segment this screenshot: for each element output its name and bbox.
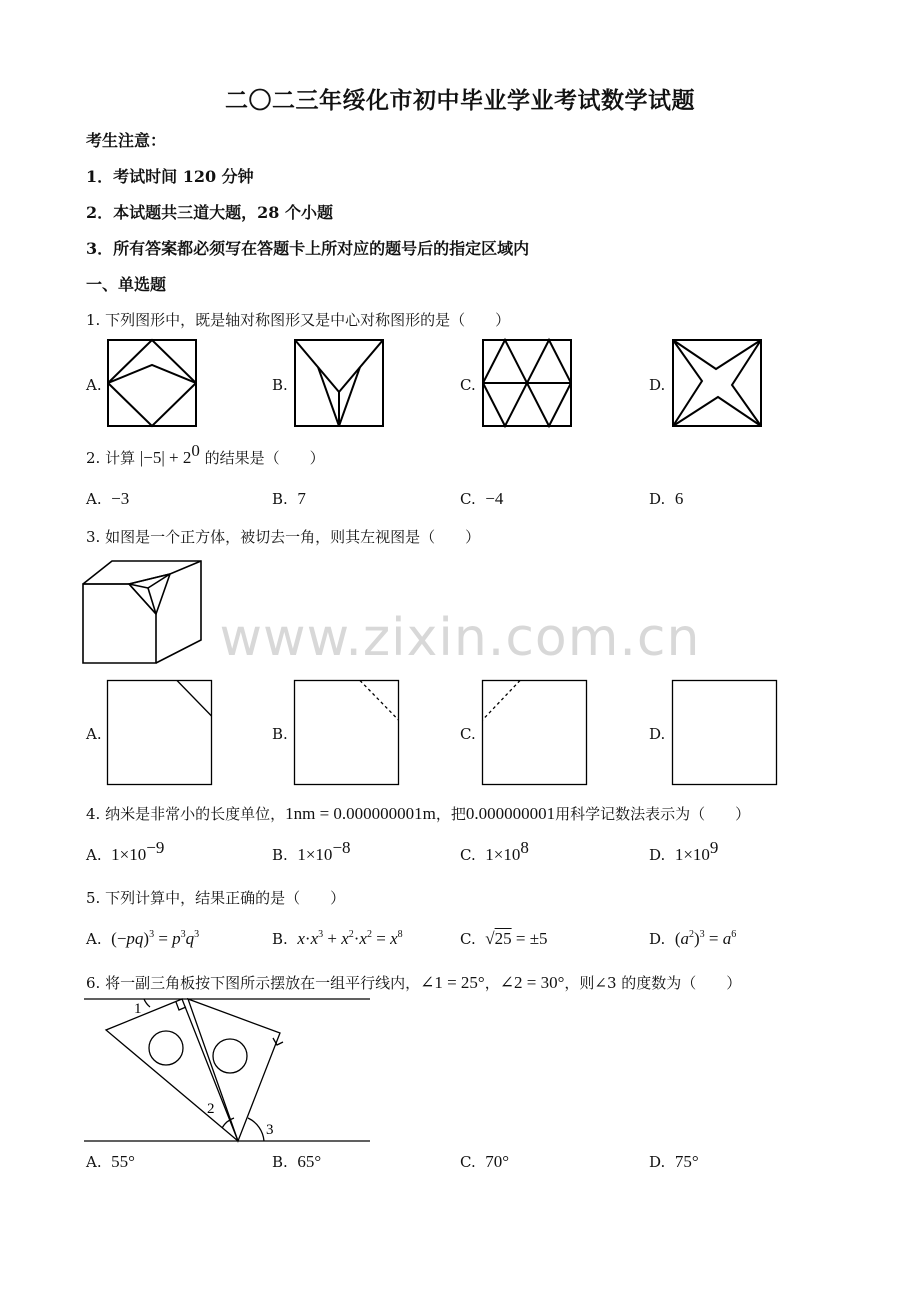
q6-option-c[interactable]: C. 70° bbox=[460, 1152, 510, 1171]
notice-item: 3．所有答案都必须写在答题卡上所对应的题号后的指定区域内 bbox=[86, 239, 530, 258]
question-6-stem: 6. 将一副三角板按下图所示摆放在一组平行线内，∠1 = 25°，∠2 = 30°，则∠3 的度数为（ ） bbox=[86, 973, 742, 992]
q3-figure-d bbox=[672, 680, 778, 786]
section-heading: 一、单选题 bbox=[86, 275, 167, 294]
q2-exponent: 0 bbox=[191, 441, 200, 460]
q2-stem-prefix: 2. 计算 bbox=[86, 449, 136, 467]
q3-figure-a bbox=[107, 680, 213, 786]
q6-label-3: 3 bbox=[266, 1122, 274, 1138]
q1-figure-c bbox=[482, 339, 572, 427]
q1-option-c-label[interactable]: C. bbox=[460, 376, 476, 394]
q1-option-d-label[interactable]: D. bbox=[649, 376, 666, 394]
q5-option-d[interactable]: D. $(a^2)^3 = a^6$ bbox=[649, 929, 737, 948]
q3-figure-b bbox=[294, 680, 400, 786]
question-1-stem: 1. 下列图形中，既是轴对称图形又是中心对称图形的是（ ） bbox=[86, 311, 511, 329]
question-3-stem: 3. 如图是一个正方体，被切去一角，则其左视图是（ ） bbox=[86, 528, 481, 546]
q3-option-a-label[interactable]: A. bbox=[86, 725, 102, 743]
q1-figure-d bbox=[672, 339, 762, 427]
q5-option-b[interactable]: B. $x\cdot x^3 + x^2\cdot x^2 = x^8$ bbox=[272, 929, 403, 948]
q3-cube-figure bbox=[82, 560, 202, 665]
q6-option-b[interactable]: B. 65° bbox=[272, 1152, 322, 1171]
notice-heading: 考生注意： bbox=[86, 131, 167, 150]
q1-figure-a bbox=[107, 339, 197, 427]
q1-figure-b bbox=[294, 339, 384, 427]
q4-option-c[interactable]: C. $1\times 10^8$ bbox=[460, 838, 529, 864]
q6-angle2: ∠2 = 30° bbox=[499, 973, 565, 992]
q5-option-a[interactable]: A. $(-pq)^3 = p^3q^3$ bbox=[86, 929, 200, 948]
question-4-stem: 4. 纳米是非常小的长度单位，1nm = 0.000000001m，把0.000000001用科学记数法表示为（ ） bbox=[86, 804, 751, 823]
q6-option-d[interactable]: D. 75° bbox=[649, 1152, 699, 1171]
q2-stem-suffix: 的结果是（ ） bbox=[204, 449, 325, 467]
q4-definition: 1nm = 0.000000001m bbox=[285, 804, 436, 823]
question-2-stem bbox=[86, 441, 325, 468]
q6-label-2: 2 bbox=[207, 1101, 215, 1117]
q6-option-a[interactable]: A. 55° bbox=[86, 1152, 135, 1171]
question-5-stem: 5. 下列计算中，结果正确的是（ ） bbox=[86, 889, 346, 907]
q2-option-b[interactable]: B. 7 bbox=[272, 489, 306, 508]
q3-option-d-label[interactable]: D. bbox=[649, 725, 666, 743]
q6-label-1: 1 bbox=[134, 1001, 142, 1017]
notice-item: 2．本试题共三道大题，28 个小题 bbox=[86, 203, 333, 222]
notice-item: 1．考试时间 120 分钟 bbox=[86, 167, 254, 186]
q6-angle1: ∠1 = 25° bbox=[420, 973, 485, 992]
q6-triangles-figure bbox=[82, 996, 372, 1144]
q2-option-d[interactable]: D. 6 bbox=[649, 489, 684, 508]
q4-option-a[interactable]: A. $1\times 10^{-9}$ bbox=[86, 838, 165, 864]
q3-figure-c bbox=[482, 680, 588, 786]
q4-number: 0.000000001 bbox=[465, 804, 556, 823]
q3-option-b-label[interactable]: B. bbox=[272, 725, 288, 743]
watermark: www.zixin.com.cn bbox=[219, 608, 701, 668]
q3-option-c-label[interactable]: C. bbox=[460, 725, 476, 743]
q1-option-a-label[interactable]: A. bbox=[86, 376, 102, 394]
q4-option-d[interactable]: D. $1\times 10^9$ bbox=[649, 838, 719, 864]
q1-option-b-label[interactable]: B. bbox=[272, 376, 288, 394]
q5-option-c[interactable]: C. √25 = ±5 bbox=[460, 929, 548, 948]
q2-option-a[interactable]: A. −3 bbox=[86, 489, 130, 508]
q4-option-b[interactable]: B. $1\times 10^{-8}$ bbox=[272, 838, 351, 864]
q2-expression: |−5| + 2 bbox=[139, 448, 192, 467]
page-title: 二〇二三年绥化市初中毕业学业考试数学试题 bbox=[225, 87, 695, 114]
q2-option-c[interactable]: C. −4 bbox=[460, 489, 504, 508]
